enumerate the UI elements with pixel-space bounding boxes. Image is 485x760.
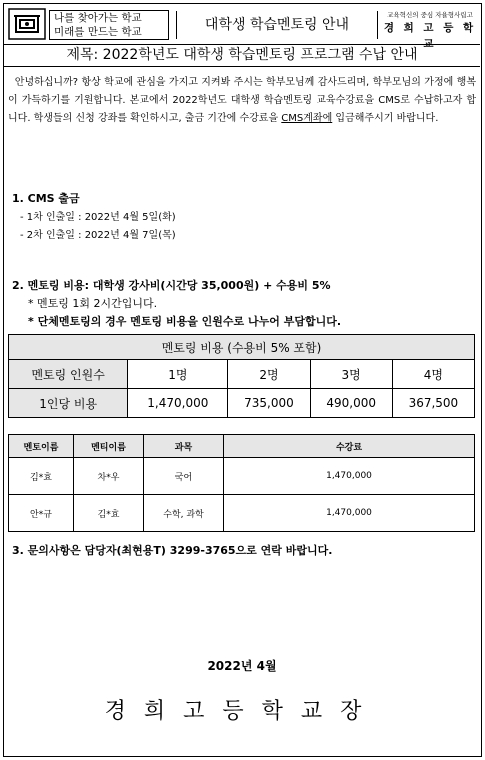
intro-underlined: CMS계좌에 [281, 113, 333, 124]
fee-table-value: 735,000 [228, 389, 310, 418]
mentor-name: 김*효 [9, 458, 74, 495]
school-block [380, 10, 480, 50]
issue-date: 2022년 4월 [207, 659, 277, 673]
contact-line: 3. 문의사항은 담당자(최현용T) 3299-3765으로 연락 바랍니다. [12, 544, 333, 557]
school-emblem-icon [8, 8, 46, 40]
document-page [3, 3, 482, 757]
fee-note-1: * 멘토링 1회 2시간입니다. [28, 297, 158, 310]
fee-table-col: 3명 [310, 360, 392, 389]
tuition-fee: 1,470,000 [224, 458, 475, 495]
fee-table-col: 2명 [228, 360, 310, 389]
slogan-box [49, 10, 169, 40]
fee-table [8, 334, 475, 418]
cms-second-date: - 2차 인출일 : 2022년 4월 7일(목) [20, 230, 176, 241]
cms-section-title: 1. CMS 출금 [12, 192, 80, 205]
letterhead-title: 대학생 학습멘토링 안내 [176, 11, 378, 39]
slogan-line-1: 나를 찾아가는 학교 [54, 12, 142, 24]
roster-header: 멘토이름 [9, 435, 74, 458]
table-row [9, 458, 475, 495]
fee-section-title: 2. 멘토링 비용: 대학생 강사비(시간당 35,000원) + 수용비 5% [12, 279, 331, 292]
tuition-fee: 1,470,000 [224, 495, 475, 532]
fee-table-value: 1,470,000 [128, 389, 228, 418]
fee-table-col: 4명 [392, 360, 474, 389]
roster-header: 멘티이름 [74, 435, 144, 458]
roster-header: 과목 [144, 435, 224, 458]
school-tagline: 교육혁신의 중심 자율형사립고 [387, 11, 473, 19]
letterhead [4, 4, 480, 50]
intro-paragraph [8, 74, 476, 128]
fee-table-row-label: 1인당 비용 [9, 389, 128, 418]
fee-table-value: 367,500 [392, 389, 474, 418]
intro-text: 안녕하십니까? 항상 학교에 관심을 가지고 지켜봐 주시는 학부모님께 감사드리며, 학부모님의 가정에 행복이 가득하기를 기원합니다. 본교에서 2022학년도 대학생 학습멘토링 교육수강료을 CMS로 수납하고자 합니다. 학생들의 신청 강좌를 확인하시고, 출금 기간에 수강료을 [8, 77, 476, 124]
principal-signature: 경희고등학교장 [104, 699, 380, 724]
cms-first-date: - 1차 인출일 : 2022년 4월 5일(화) [20, 212, 176, 223]
fee-table-caption: 멘토링 비용 (수용비 5% 포함) [9, 335, 475, 360]
school-name: 경 희 고 등 학 교 [383, 22, 477, 50]
fee-note-2: * 단체멘토링의 경우 멘토링 비용을 인원수로 나누어 부담합니다. [28, 315, 342, 328]
fee-table-col: 1명 [128, 360, 228, 389]
mentee-name: 김*효 [74, 495, 144, 532]
subject-name: 수학, 과학 [144, 495, 224, 532]
mentor-name: 안*규 [9, 495, 74, 532]
subject-name: 국어 [144, 458, 224, 495]
mentee-name: 차*우 [74, 458, 144, 495]
slogan-line-2: 미래를 만드는 학교 [54, 26, 142, 38]
roster-header: 수강료 [224, 435, 475, 458]
subject-line: 제목: 2022학년도 대학생 학습멘토링 프로그램 수납 안내 [4, 44, 480, 67]
intro-tail: 입금해주시기 바랍니다. [332, 113, 439, 124]
fee-table-value: 490,000 [310, 389, 392, 418]
roster-table [8, 434, 475, 532]
fee-table-header-label: 멘토링 인원수 [9, 360, 128, 389]
table-row [9, 495, 475, 532]
